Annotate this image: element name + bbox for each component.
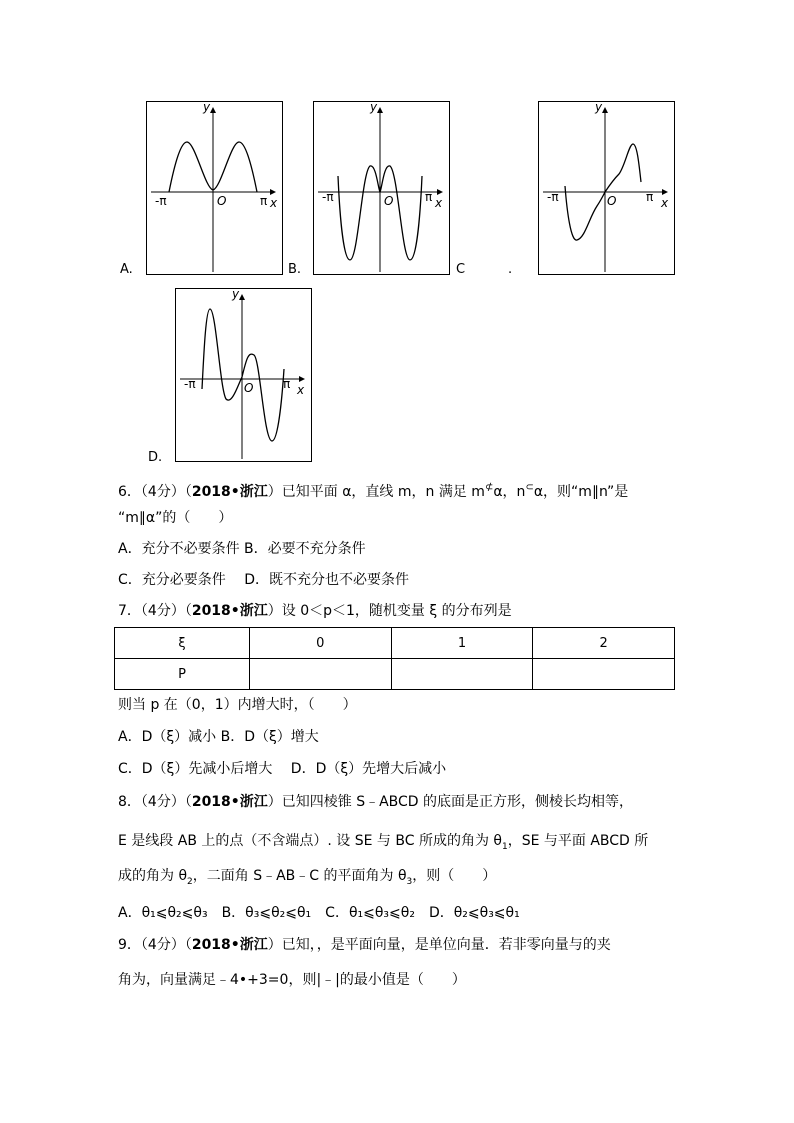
q9-source: 2018•浙江 — [191, 937, 268, 953]
q8-stem-c: ，SE 与平面 ABCD 所 — [507, 833, 649, 849]
distribution-table — [114, 627, 675, 690]
q6-options-cd: C．充分必要条件 D．既不充分也不必要条件 — [118, 572, 410, 588]
option-c-dot: . — [508, 262, 513, 277]
option-b-label: B. — [288, 262, 302, 277]
neg-pi-label: -π — [322, 190, 334, 204]
origin-label: O — [217, 194, 227, 208]
origin-label: O — [244, 381, 254, 395]
x-axis-label: x — [435, 196, 443, 210]
q6-stem-a: ）已知平面 α，直线 m，n 满足 m — [267, 484, 485, 500]
q7-after: 则当 p 在（0，1）内增大时，（ ） — [118, 697, 357, 713]
subset-symbol: ⊂ — [525, 482, 534, 493]
origin-label: O — [607, 194, 617, 208]
table-cell: 1 — [391, 628, 533, 659]
q6-prefix: 6．（4分）（ — [118, 484, 192, 500]
neg-pi-label: -π — [184, 377, 196, 391]
q9-stem: ）已知，，是平面向量，是单位向量．若非零向量与的夹 — [267, 937, 611, 953]
table-row — [115, 659, 675, 690]
q8-options: A．θ₁⩽θ₂⩽θ₃ B．θ₃⩽θ₂⩽θ₁ C．θ₁⩽θ₃⩽θ₂ D．θ₂⩽θ₃⩽θ₁ — [118, 905, 520, 921]
q8-line2 — [118, 831, 648, 857]
q8-stem-e: ，二面角 S﹣AB﹣C 的平面角为 θ — [192, 868, 407, 884]
x-axis-label: x — [270, 196, 278, 210]
q6-line1 — [118, 478, 628, 502]
table-cell: ξ — [115, 628, 250, 659]
neg-pi-label: -π — [547, 190, 559, 204]
neg-pi-label: -π — [155, 194, 167, 208]
subscript: 2 — [187, 876, 193, 887]
table-cell — [391, 659, 533, 690]
q7-stem: ）设 0＜p＜1，随机变量 ξ 的分布列是 — [267, 603, 512, 619]
q6-line2: “m∥α”的（ ） — [118, 510, 233, 526]
x-axis-label: x — [661, 196, 669, 210]
q8-line1 — [118, 792, 633, 812]
option-c-label: C — [456, 262, 466, 277]
q7-prefix: 7．（4分）（ — [118, 603, 192, 619]
q7-line1 — [118, 601, 512, 621]
q8-line3 — [118, 866, 496, 892]
q8-stem-f: ，则（ ） — [412, 868, 497, 884]
option-a-label: A. — [120, 262, 133, 277]
pi-label: π — [260, 194, 268, 208]
graph-b — [313, 101, 450, 275]
pi-label: π — [283, 377, 291, 391]
table-row — [115, 628, 675, 659]
graph-d — [175, 288, 312, 462]
q6-stem-b: α，n — [493, 484, 526, 500]
table-cell: 0 — [249, 628, 391, 659]
pi-label: π — [646, 190, 654, 204]
q6-stem-c: α，则“m∥n”是 — [533, 484, 629, 500]
y-axis-label: y — [232, 287, 240, 301]
x-axis-label: x — [297, 383, 305, 397]
q9-prefix: 9．（4分）（ — [118, 937, 192, 953]
q8-source: 2018•浙江 — [191, 794, 268, 810]
q7-options-ab: A．D（ξ）减小 B．D（ξ）增大 — [118, 729, 319, 745]
q9-line2: 角为，向量满足﹣4•+3=0，则|﹣|的最小值是（ ） — [118, 972, 466, 988]
q7-source: 2018•浙江 — [191, 603, 268, 619]
option-d-label: D. — [148, 450, 163, 465]
q8-prefix: 8．（4分）（ — [118, 794, 192, 810]
q6-options-ab: A．充分不必要条件 B．必要不充分条件 — [118, 541, 366, 557]
table-cell — [533, 659, 675, 690]
pi-label: π — [425, 190, 433, 204]
q8-stem-d: 成的角为 θ — [118, 868, 188, 884]
y-axis-label: y — [595, 100, 603, 114]
table-cell — [249, 659, 391, 690]
graph-c — [538, 101, 675, 275]
subscript: 1 — [501, 841, 508, 852]
table-cell: P — [115, 659, 250, 690]
q9-line1 — [118, 935, 611, 955]
subscript: 3 — [406, 876, 413, 887]
y-axis-label: y — [203, 100, 211, 114]
table-cell: 2 — [533, 628, 675, 659]
q8-stem-a: ）已知四棱锥 S﹣ABCD 的底面是正方形，侧棱长均相等， — [267, 794, 634, 810]
q8-stem-b: E 是线段 AB 上的点（不含端点）. 设 SE 与 BC 所成的角为 θ — [118, 833, 502, 849]
q6-source: 2018•浙江 — [191, 484, 268, 500]
not-subset-symbol: ⊄ — [484, 482, 494, 493]
y-axis-label: y — [370, 100, 378, 114]
q7-options-cd: C．D（ξ）先减小后增大 D．D（ξ）先增大后减小 — [118, 761, 447, 777]
origin-label: O — [384, 194, 394, 208]
graph-a — [146, 101, 283, 275]
